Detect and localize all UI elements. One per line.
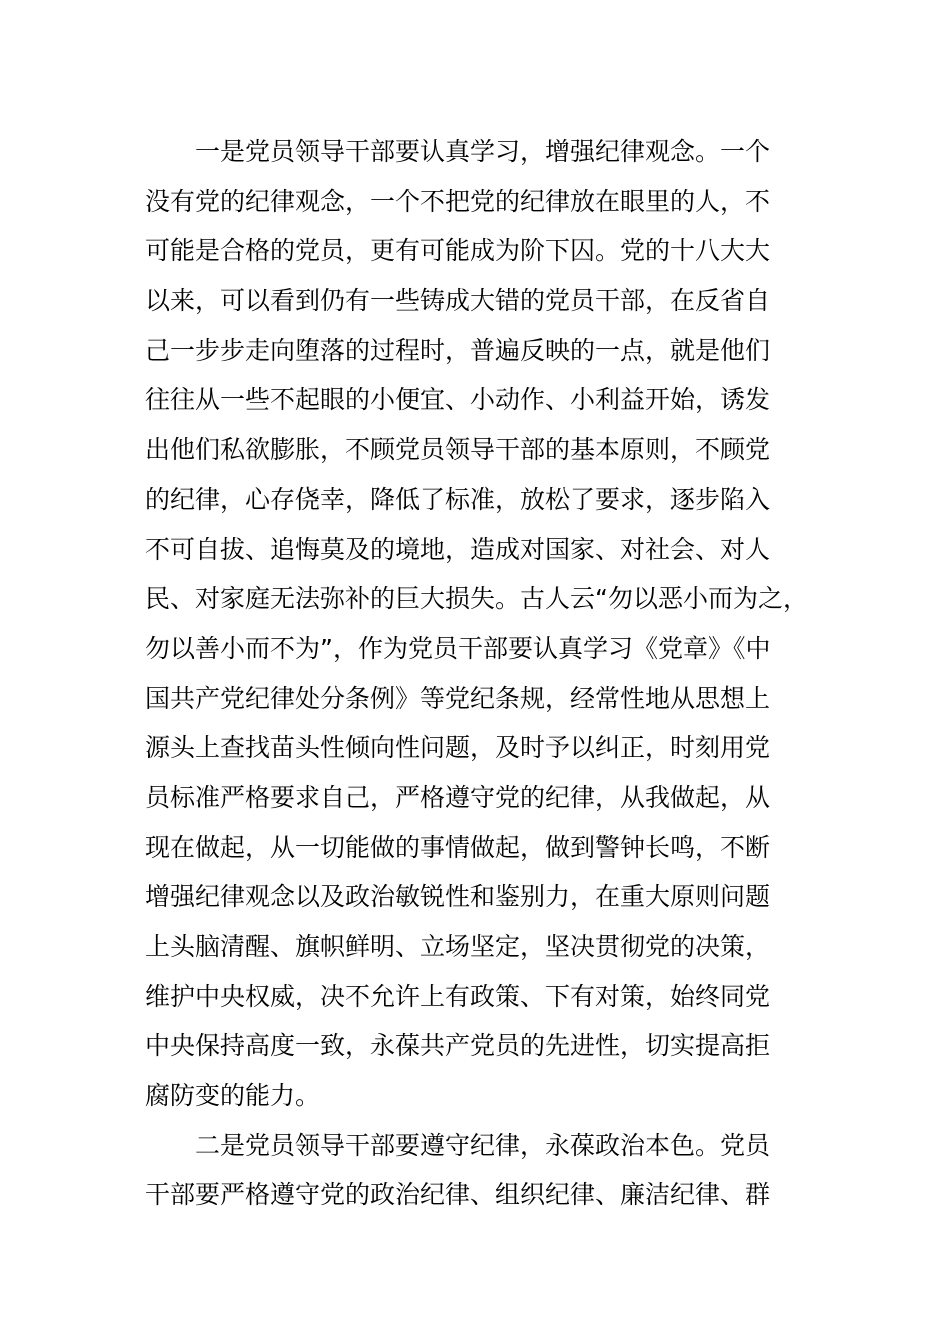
paragraph-2 <box>145 1121 817 1220</box>
paragraph-line: 勿以善小而不为”，作为党员干部要认真学习《党章》《中 <box>145 633 771 663</box>
paragraph-line: 维护中央权威，决不允许上有政策、下有对策，始终同党 <box>145 981 771 1011</box>
paragraph-line: 民、对家庭无法弥补的巨大损失。古人云“勿以恶小而为之， <box>145 584 808 614</box>
paragraph-line: 现在做起，从一切能做的事情做起，做到警钟长鸣，不断 <box>145 832 771 862</box>
paragraph-line: 不可自拔、追悔莫及的境地，造成对国家、对社会、对人 <box>145 534 771 564</box>
paragraph-line: 源头上查找苗头性倾向性问题，及时予以纠正，时刻用党 <box>145 733 771 763</box>
paragraph-line: 员标准严格要求自己，严格遵守党的纪律，从我做起，从 <box>145 782 771 812</box>
paragraph-line: 上头脑清醒、旗帜鲜明、立场坚定，坚决贯彻党的决策， <box>145 932 771 961</box>
document-body <box>145 127 817 1220</box>
paragraph-line: 二是党员领导干部要遵守纪律，永葆政治本色。党员 <box>195 1130 771 1160</box>
paragraph-line: 出他们私欲膨胀，不顾党员领导干部的基本原则，不顾党 <box>145 435 771 465</box>
paragraph-line: 可能是合格的党员，更有可能成为阶下囚。党的十八大大 <box>145 236 771 266</box>
paragraph-1 <box>145 127 817 1121</box>
paragraph-line: 往往从一些不起眼的小便宜、小动作、小利益开始，诱发 <box>145 385 771 415</box>
paragraph-line: 中央保持高度一致，永葆共产党员的先进性，切实提高拒 <box>145 1031 771 1061</box>
paragraph-line: 没有党的纪律观念，一个不把党的纪律放在眼里的人，不 <box>145 186 771 216</box>
paragraph-line: 以来，可以看到仍有一些铸成大错的党员干部，在反省自 <box>145 286 771 316</box>
paragraph-line: 腐防变的能力。 <box>145 1081 321 1111</box>
paragraph-line: 干部要严格遵守党的政治纪律、组织纪律、廉洁纪律、群 <box>145 1180 771 1210</box>
paragraph-line: 的纪律，心存侥幸，降低了标准，放松了要求，逐步陷入 <box>145 484 771 514</box>
paragraph-line: 国共产党纪律处分条例》等党纪条规，经常性地从思想上 <box>145 683 771 713</box>
paragraph-line: 增强纪律观念以及政治敏锐性和鉴别力，在重大原则问题 <box>145 882 771 912</box>
paragraph-line: 一是党员领导干部要认真学习，增强纪律观念。一个 <box>195 137 771 166</box>
paragraph-line: 己一步步走向堕落的过程时，普遍反映的一点，就是他们 <box>145 335 771 365</box>
